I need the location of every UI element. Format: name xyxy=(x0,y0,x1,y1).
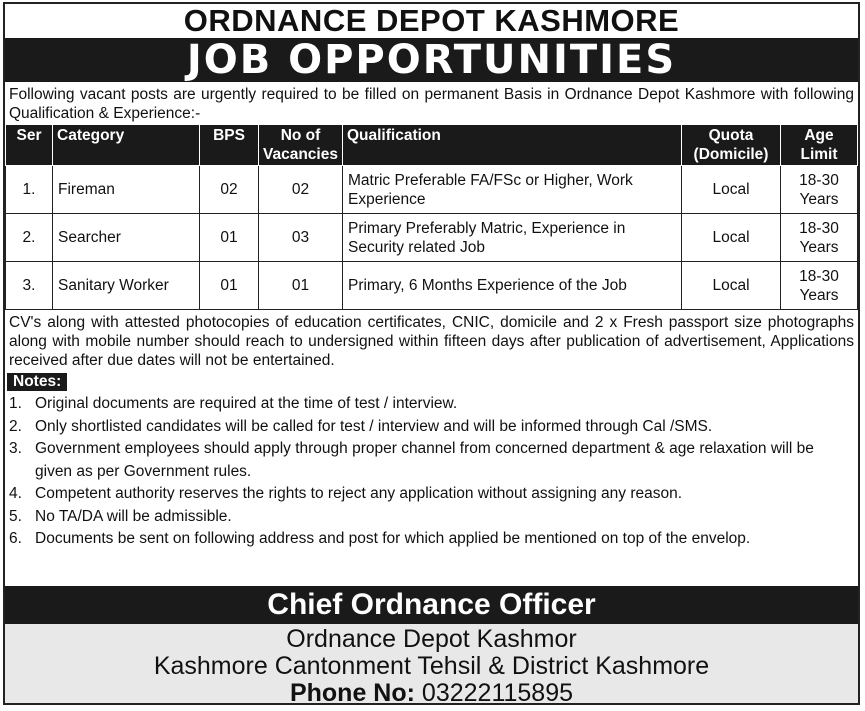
row-category: Searcher xyxy=(53,214,200,262)
header-category: Category xyxy=(53,125,200,166)
row-category: Fireman xyxy=(53,166,200,214)
header-bps: BPS xyxy=(200,125,259,166)
officer-title: Chief Ordnance Officer xyxy=(5,586,858,624)
row-age: 18-30 Years xyxy=(781,166,858,214)
table-row xyxy=(6,214,858,262)
note-number: 2. xyxy=(9,417,22,435)
row-vacancies: 03 xyxy=(259,214,343,262)
note-text: Government employees should apply through proper channel from concerned department & age relaxation will be given as per Government rules. xyxy=(35,440,814,480)
list-item xyxy=(9,438,852,483)
address-line-2: Kashmore Cantonment Tehsil & District Kashmore xyxy=(153,652,710,680)
header-age: Age Limit xyxy=(781,125,858,166)
intro-paragraph: Following vacant posts are urgently required to be filled on permanent Basis in Ordnance Depot Kashmore with following Qualification & Experience:- xyxy=(9,86,854,122)
row-quota: Local xyxy=(682,214,781,262)
submission-paragraph: CV's along with attested photocopies of education certificates, CNIC, domicile and 2 x Fresh passport size photographs along with mobile number should reach to undersigned within fifteen days after publication of advertisement, Applications received after due dates will not be entertained. xyxy=(9,314,854,369)
row-qualification: Primary Preferably Matric, Experience in Security related Job xyxy=(342,214,681,262)
row-ser: 3. xyxy=(6,262,53,310)
phone-label: Phone No: xyxy=(289,679,415,705)
row-age: 18-30 Years xyxy=(781,214,858,262)
notes-heading: Notes: xyxy=(7,373,67,391)
phone-line xyxy=(5,680,858,705)
note-text: No TA/DA will be admissible. xyxy=(35,507,232,525)
row-age: 18-30 Years xyxy=(781,262,858,310)
row-ser: 2. xyxy=(6,214,53,262)
organization-title: ORDNANCE DEPOT KASHMORE xyxy=(183,3,680,38)
address-line-1: Ordnance Depot Kashmor xyxy=(286,625,577,653)
row-quota: Local xyxy=(682,262,781,310)
row-bps: 02 xyxy=(200,166,259,214)
row-ser: 1. xyxy=(6,166,53,214)
note-number: 3. xyxy=(9,440,22,457)
vacancy-table xyxy=(5,124,858,310)
table-row xyxy=(6,166,858,214)
header-vacancies: No of Vacancies xyxy=(259,125,343,166)
row-bps: 01 xyxy=(200,214,259,262)
note-number: 1. xyxy=(9,395,22,412)
row-category: Sanitary Worker xyxy=(53,262,200,310)
note-text: Documents be sent on following address and post for which applied be mentioned on top of the envelop. xyxy=(35,530,751,547)
note-text: Only shortlisted candidates will be called for test / interview and will be informed through Cal /SMS. xyxy=(35,417,713,435)
row-qualification: Matric Preferable FA/FSc or Higher, Work Experience xyxy=(342,166,681,214)
list-item xyxy=(9,393,852,416)
header-quota: Quota (Domicile) xyxy=(682,125,781,166)
advertisement xyxy=(3,2,860,705)
row-bps: 01 xyxy=(200,262,259,310)
notes-list xyxy=(5,393,858,551)
note-number: 6. xyxy=(9,530,22,547)
row-vacancies: 01 xyxy=(259,262,343,310)
list-item xyxy=(9,483,852,506)
note-number: 4. xyxy=(9,485,22,502)
address-block xyxy=(5,624,858,705)
header-ser: Ser xyxy=(6,125,53,166)
row-vacancies: 02 xyxy=(259,166,343,214)
job-opportunities-banner: JOB OPPORTUNITIES xyxy=(5,38,858,82)
list-item xyxy=(9,528,852,551)
row-qualification: Primary, 6 Months Experience of the Job xyxy=(342,262,681,310)
table-header-row xyxy=(6,125,858,166)
list-item xyxy=(9,416,852,439)
note-number: 5. xyxy=(9,507,22,525)
phone-number: 03222115895 xyxy=(421,679,574,705)
row-quota: Local xyxy=(682,166,781,214)
note-text: Original documents are required at the time of test / interview. xyxy=(35,395,458,412)
table-row xyxy=(6,262,858,310)
header-qualification: Qualification xyxy=(342,125,681,166)
list-item xyxy=(9,506,852,529)
note-text: Competent authority reserves the rights to reject any application without assigning any reason. xyxy=(35,485,683,502)
